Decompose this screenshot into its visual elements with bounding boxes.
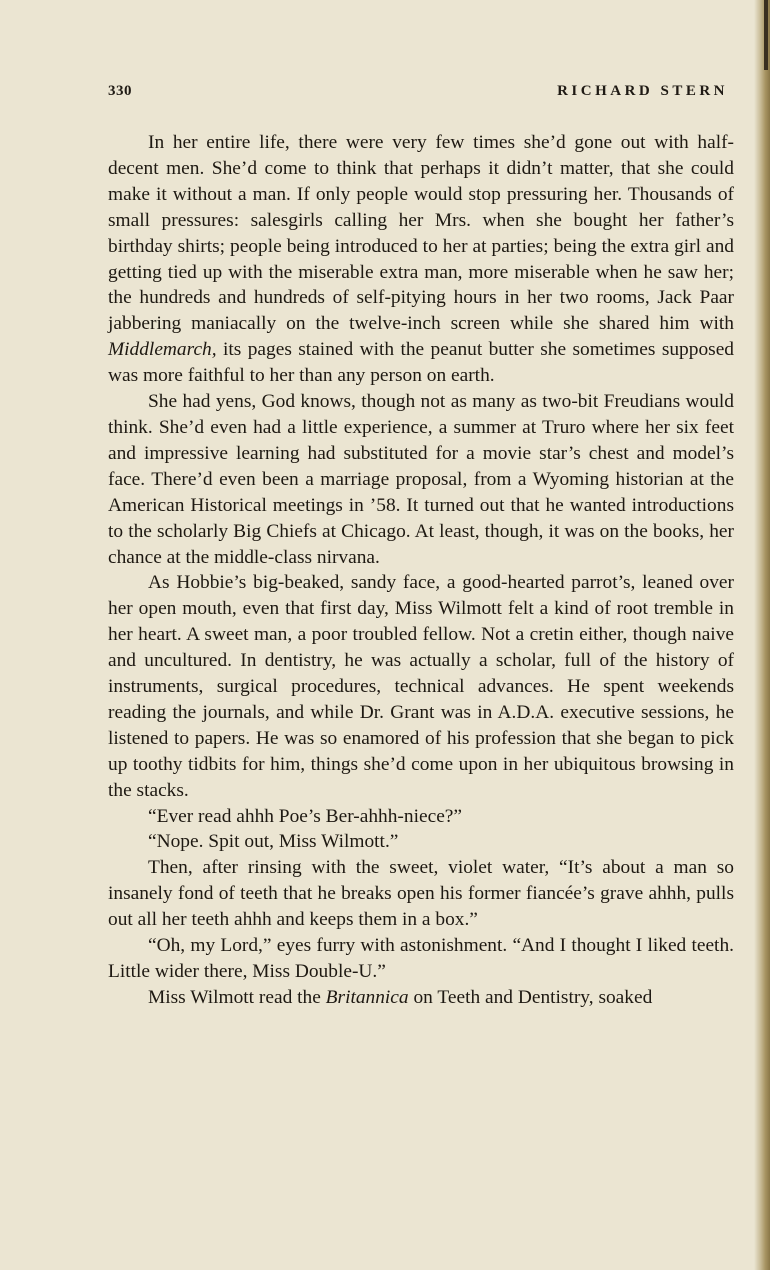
paragraph: As Hobbie’s big-beaked, sandy face, a good-hearted parrot’s, leaned over her open mouth, even that first day, Miss Wilmott felt a kind of root tremble in her heart. A sweet man, a poor troubled fellow. Not a cretin either, though naive and uncultured. In dentistry, he was actually a scholar, full of the history of instruments, surgical procedures, technical advances. He spent weekends reading the journals, and while Dr. Grant was in A.D.A. executive sessions, he listened to papers. He was so enamored of his profession that she began to pick up toothy tidbits for him, things she’d come upon in her ubiquitous browsing in the stacks. [108,572,734,801]
paragraph [108,985,734,1011]
text-run: Miss Wilmott read the [148,986,326,1008]
paragraph: “Nope. Spit out, Miss Wilmott.” [148,831,399,853]
paragraph: “Ever read ahhh Poe’s Ber-ahhh-niece?” [148,805,463,827]
page-number: 330 [108,83,132,99]
page-edge [754,0,770,1270]
running-head [108,83,728,105]
body-text [108,130,734,1011]
text-run: In her entire life, there were very few times she’d gone out with half-decent men. She’d come to think that perhaps it didn’t matter, that she could make it without a man. If only people would stop pressuring her. Thousands of small pressures: salesgirls calling her Mrs. when she bought her father’s birthday shirts; people being introduced to her at parties; being the extra girl and getting tied up with the miserable extra man, more miserable when he saw her; the hundreds and hundreds of self-pitying hours in her two rooms, Jack Paar jabbering maniacally on the twelve-inch screen while she shared him with [108,132,734,335]
paragraph: “Oh, my Lord,” eyes furry with astonishment. “And I thought I liked teeth. Little wider there, Miss Double-U.” [108,935,734,982]
italic-title: Britannica [325,986,409,1008]
running-title: RICHARD STERN [557,83,728,99]
text-run: on Teeth and Dentistry, soaked [408,986,653,1008]
edge-mark [764,0,768,70]
paragraph: Then, after rinsing with the sweet, violet water, “It’s about a man so insanely fond of teeth that he breaks open his former fiancée’s grave ahhh, pulls out all her teeth ahhh and keeps them in a box.” [108,857,734,931]
paragraph [108,130,734,389]
text-run: its pages stained with the peanut butter she sometimes supposed was more faithful to her than any person on earth. [108,339,734,387]
paragraph: She had yens, God knows, though not as many as two-bit Freudians would think. She’d even had a little experience, a summer at Truro where her six feet and impressive learning had substituted for a movie star’s chest and model’s face. There’d even been a marriage proposal, from a Wyoming historian at the American Historical meetings in ’58. It turned out that he wanted introductions to the scholarly Big Chiefs at Chicago. At least, though, it was on the books, her chance at the middle-class nirvana. [108,391,734,568]
italic-title: Middlemarch, [108,339,217,361]
